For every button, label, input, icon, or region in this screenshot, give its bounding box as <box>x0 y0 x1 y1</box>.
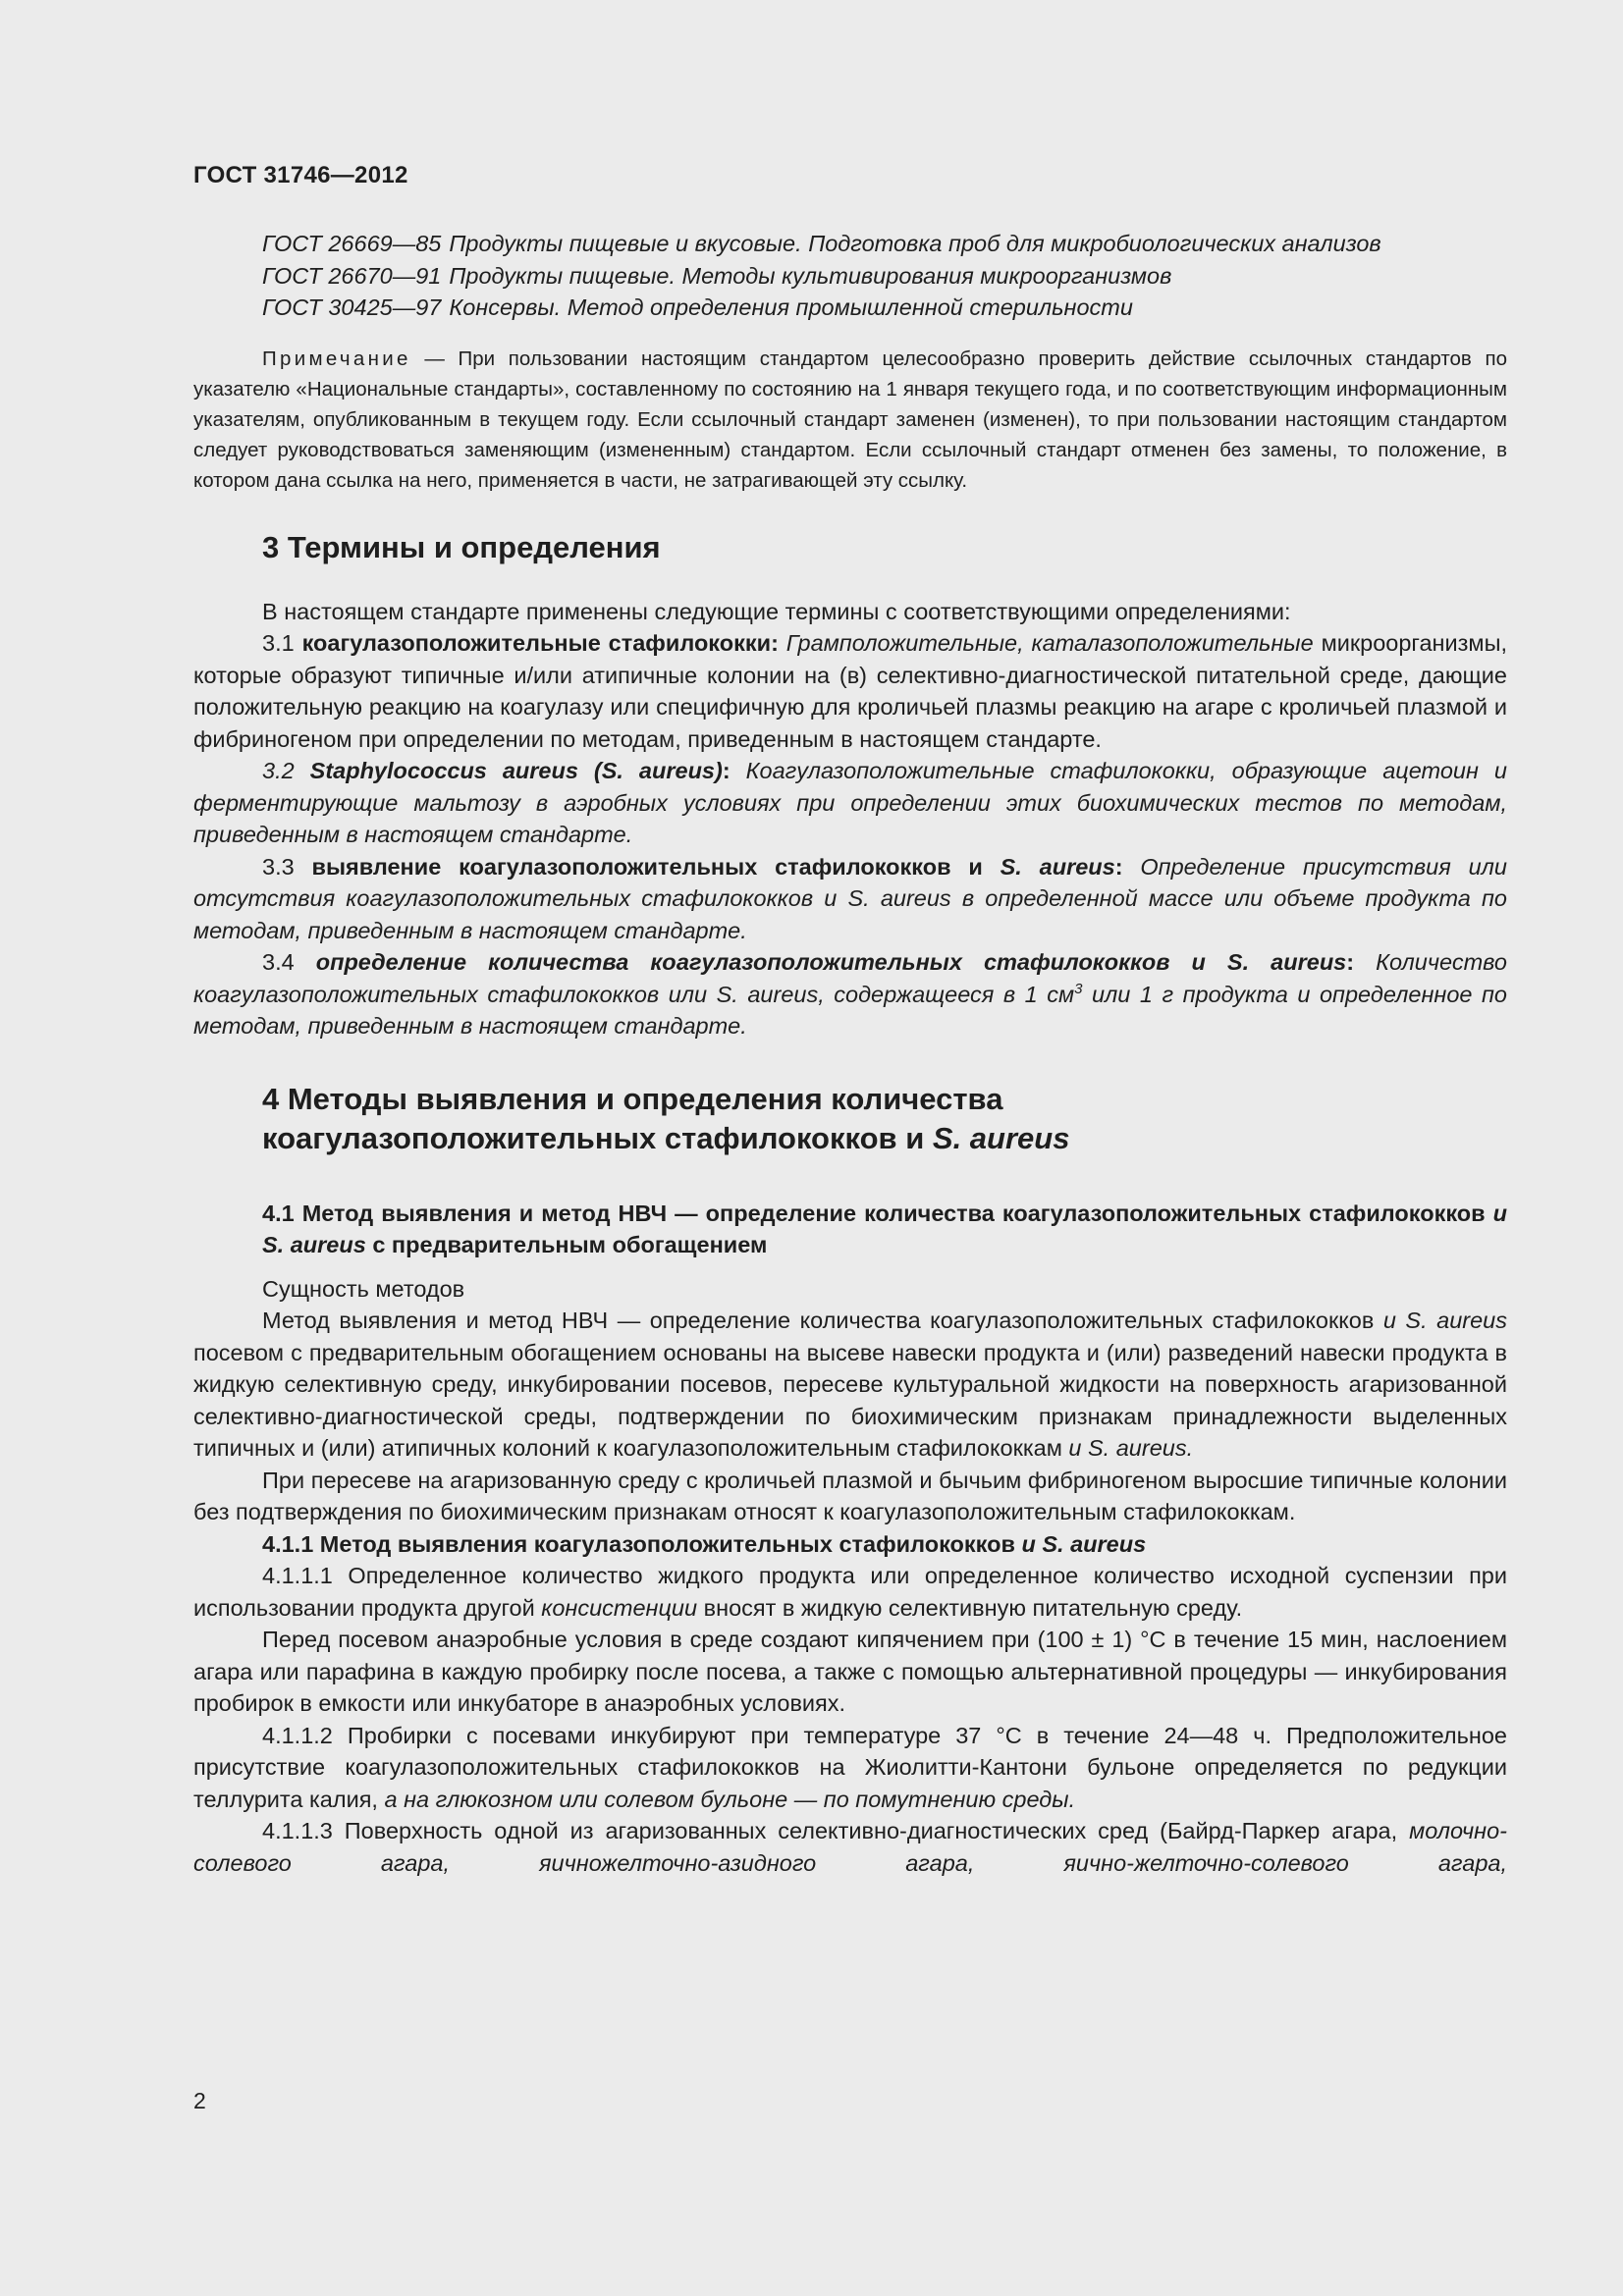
subsection-4-1-1-title: 4.1.1 Метод выявления коагулазоположительных стафилококков и S. aureus <box>262 1530 1147 1557</box>
note-paragraph <box>193 344 1507 496</box>
reference-title: Консервы. Метод определения промышленной стерильности <box>449 294 1133 320</box>
reference-item <box>193 260 1507 293</box>
note-label: Примечание <box>262 347 411 370</box>
term-3-3-name: выявление коагулазоположительных стафилококков и <box>311 853 1001 880</box>
reference-item <box>193 228 1507 260</box>
paragraph-4-1-1-2: 4.1.1.2 Пробирки с посевами инкубируют при температуре 37 °С в течение 24—48 ч. Предположительное присутствие коагулазоположительных стафилококков на Жиолитти-Кантони бульоне определяется по редукции теллурита калия, а на глюкозном или солевом бульоне — по помутнению среды. <box>193 1722 1507 1812</box>
reference-title: Продукты пищевые и вкусовые. Подготовка проб для микробиологических анализов <box>449 231 1381 256</box>
section-4-title: 4 Методы выявления и определения количества коагулазоположительных стафилококков и S. aureus <box>262 1081 1070 1155</box>
term-3-2-name: Staphylococcus aureus (S. aureus) <box>309 758 723 783</box>
term-3-1-name: коагулазоположительные стафилококки: <box>301 630 779 656</box>
paragraph-4-1-1-3: 4.1.1.3 Поверхность одной из агаризованных селективно-диагностических сред (Байрд-Паркер агара, молочно-солевого агара, яичножелточно-азидного агара, яично-желточно-солевого агара, <box>193 1818 1507 1876</box>
term-3-4-name: определение количества коагулазоположительных стафилококков и S. aureus <box>315 949 1347 975</box>
term-3-4: 3.4 определение количества коагулазоположительных стафилококков и S. aureus: Количество коагулазоположительных стафилококков или S. aureus, содержащееся в 1 $см^3$ или 1 г продукта и определенное по методам, приведенным в настоящем стандарте. <box>193 949 1507 1039</box>
note-text: — При пользовании настоящим стандартом целесообразно проверить действие ссылочных стандартов по указателю «Национальные стандарты», составленному по состоянию на 1 января текущего года, и по соответствующим информационным указателям, опубликованным в текущем году. Если ссылочный стандарт заменен (изменен), то при пользовании настоящим стандартом следует руководствоваться заменяющим (измененным) стандартом. Если ссылочный стандарт отменен без замены, то положение, в котором дана ссылка на него, применяется в части, не затрагивающей эту ссылку. <box>193 347 1507 492</box>
reference-code: ГОСТ 26669—85 <box>262 231 442 256</box>
reference-title: Продукты пищевые. Методы культивирования микроорганизмов <box>449 262 1172 289</box>
standard-code-header: ГОСТ 31746—2012 <box>193 162 408 188</box>
page-number: 2 <box>193 2088 206 2113</box>
section-3-intro: В настоящем стандарте применены следующие термины с соответствующими определениями: <box>262 598 1291 624</box>
reference-item <box>193 292 1507 324</box>
term-3-1: 3.1 коагулазоположительные стафилококки: Грамположительные, каталазоположительные микроорганизмы, которые образуют типичные и/или атипичные колонии на (в) селективно-диагностической питательной среде, дающие положительную реакцию на коагулазу или специфичную для кроличьей плазмы реакцию на агаре с кроличьей плазмой и фибриногеном при определении по методам, приведенным в настоящем стандарте. <box>193 630 1507 752</box>
term-3-2: 3.2 Staphylococcus aureus (S. aureus): Коагулазоположительные стафилококки, образующие ацетоин и ферментирующие мальтозу в аэробных условиях при определении этих биохимических тестов по методам, приведенным в настоящем стандарте. <box>193 758 1507 847</box>
reference-code: ГОСТ 30425—97 <box>262 294 442 320</box>
reference-code: ГОСТ 26670—91 <box>262 262 442 289</box>
page-content <box>193 228 1507 1879</box>
essence-label: Сущность методов <box>262 1275 465 1302</box>
section-3-title: 3 Термины и определения <box>262 529 661 564</box>
subsection-4-1-title: 4.1 Метод выявления и метод НВЧ — определение количества коагулазоположительных стафилококков и S. aureus с предварительным обогащением <box>262 1200 1507 1257</box>
paragraph-4-1-1-1: 4.1.1.1 Определенное количество жидкого продукта или определенное количество исходной суспензии при использовании продукта другой консистенции вносят в жидкую селективную питательную среду. <box>193 1563 1507 1621</box>
paragraph-reseeding: При пересеве на агаризованную среду с кроличьей плазмой и бычьим фибриногеном выросшие типичные колонии без подтверждения по биохимическим признакам относят к коагулазоположительным стафилококкам. <box>193 1467 1507 1524</box>
paragraph-anaerobic: Перед посевом анаэробные условия в среде создают кипячением при (100 ± 1) °С в течение 15 мин, наслоением агара или парафина в каждую пробирку после посева, а также с помощью альтернативной процедуры — инкубирования пробирок в емкости или инкубаторе в анаэробных условиях. <box>193 1627 1507 1716</box>
term-3-3: 3.3 выявление коагулазоположительных стафилококков и S. aureus: Определение присутствия или отсутствия коагулазоположительных стафилококков и S. aureus в определенной массе или объеме продукта по методам, приведенным в настоящем стандарте. <box>193 853 1507 943</box>
paragraph-method-essence: Метод выявления и метод НВЧ — определение количества коагулазоположительных стафилококков и S. aureus посевом с предварительным обогащением основаны на высеве навески продукта и (или) разведений навески продукта в жидкую селективную среду, инкубировании посевов, пересеве культуральной жидкости на поверхность агаризованной селективно-диагностической среды, подтверждении по биохимическим признакам принадлежности выделенных типичных и (или) атипичных колоний к коагулазоположительным стафилококкам и S. aureus. <box>193 1308 1507 1461</box>
